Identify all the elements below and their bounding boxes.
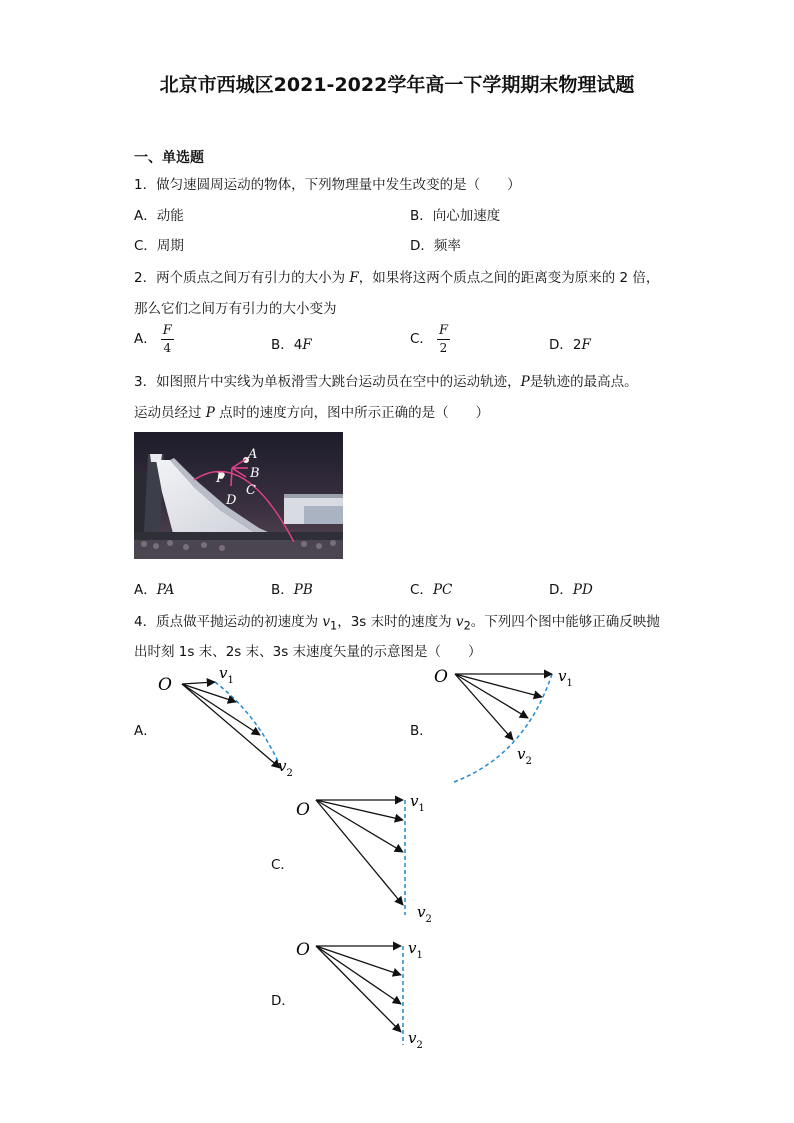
diagram-a-dashed-curve xyxy=(215,682,282,770)
diagram-c-arrow-v2 xyxy=(316,800,403,905)
question-1-stem: 1．做匀速圆周运动的物体，下列物理量中发生改变的是（ ） xyxy=(134,177,521,193)
question-4-option-b[interactable]: B． xyxy=(410,723,433,739)
question-3-option-b[interactable]: B．PB xyxy=(271,582,313,598)
photo-label-p: P xyxy=(216,471,225,486)
question-3-option-d[interactable]: D．PD xyxy=(549,582,593,598)
diagram-b-arrow-v2 xyxy=(455,674,513,740)
question-3-option-a[interactable]: A．PA xyxy=(134,582,175,598)
photo-label-a: A xyxy=(248,447,258,462)
diagram-d xyxy=(296,939,423,1051)
page-title: 北京市西城区2021-2022学年高一下学期期末物理试题 xyxy=(159,74,635,96)
diagram-b-arrow-2 xyxy=(455,674,528,718)
diagram-a-origin-label: O xyxy=(158,675,172,695)
diagram-d-arrow-v2 xyxy=(316,946,401,1032)
question-1-option-c[interactable]: C．周期 xyxy=(134,238,184,254)
photo-label-d: D xyxy=(226,493,237,508)
question-2-option-c[interactable]: C． $\frac{F}{2}$ xyxy=(410,323,448,355)
question-3-stem-line1: 3．如图照片中实线为单板滑雪大跳台运动员在空中的运动轨迹，P是轨迹的最高点。 xyxy=(134,374,638,390)
diagram-d-v2-label: $v_2$ xyxy=(408,1029,423,1051)
diagram-b-arrow-1 xyxy=(455,674,542,697)
diagram-a-arrow-2 xyxy=(182,684,260,735)
section-heading: 一、单选题 xyxy=(134,150,204,166)
diagram-d-origin-label: O xyxy=(296,940,310,960)
diagram-a-v2-label: $v_2$ xyxy=(278,757,293,779)
question-1-option-d[interactable]: D．频率 xyxy=(410,238,461,254)
diagram-d-v1-label: $v_1$ xyxy=(408,939,423,961)
question-2-stem-line2: 那么它们之间万有引力的大小变为 xyxy=(134,301,337,317)
question-3-stem-line2: 运动员经过 P 点时的速度方向，图中所示正确的是（ ） xyxy=(134,405,490,421)
photo-label-c: C xyxy=(246,483,256,498)
diagram-a xyxy=(158,664,293,779)
diagram-d-arrow-1 xyxy=(316,946,401,975)
diagram-b xyxy=(434,667,573,782)
question-4-option-d[interactable]: D． xyxy=(271,993,295,1009)
question-1-option-a[interactable]: A．动能 xyxy=(134,208,184,224)
diagram-c-origin-label: O xyxy=(296,800,310,820)
diagram-c-v2-label: $v_2$ xyxy=(417,903,432,925)
question-2-stem-line1: 2．两个质点之间万有引力的大小为 F，如果将这两个质点之间的距离变为原来的 2 倍， xyxy=(134,270,660,286)
diagram-c-arrow-1 xyxy=(316,800,403,820)
question-3-option-c[interactable]: C．PC xyxy=(410,582,453,598)
question-4-stem-line1: 4．质点做平抛运动的初速度为 $v_1$，3s 末时的速度为 $v_2$。下列四个图中能够正确反映抛 xyxy=(134,614,660,633)
diagram-d-arrow-2 xyxy=(316,946,401,1004)
diagram-b-origin-label: O xyxy=(434,667,448,687)
question-4-stem-line2: 出时刻 1s 末、2s 末、3s 末速度矢量的示意图是（ ） xyxy=(134,644,482,660)
photo-label-b: B xyxy=(250,466,260,481)
diagram-b-v2-label: $v_2$ xyxy=(517,745,532,767)
question-2-option-d[interactable]: D．2F xyxy=(549,337,591,353)
question-2-option-b[interactable]: B．4F xyxy=(271,337,312,353)
question-4-option-a[interactable]: A． xyxy=(134,723,157,739)
diagram-c xyxy=(296,792,432,925)
diagram-a-v1-label: $v_1$ xyxy=(219,664,234,686)
question-2-option-a[interactable]: A． $\frac{F}{4}$ xyxy=(134,323,172,355)
question-1-option-b[interactable]: B．向心加速度 xyxy=(410,208,501,224)
diagram-c-arrow-2 xyxy=(316,800,403,852)
diagram-a-arrow-v1 xyxy=(182,682,215,684)
diagram-c-v1-label: $v_1$ xyxy=(410,792,425,814)
diagram-b-v1-label: $v_1$ xyxy=(558,667,573,689)
question-4-option-c[interactable]: C． xyxy=(271,857,294,873)
